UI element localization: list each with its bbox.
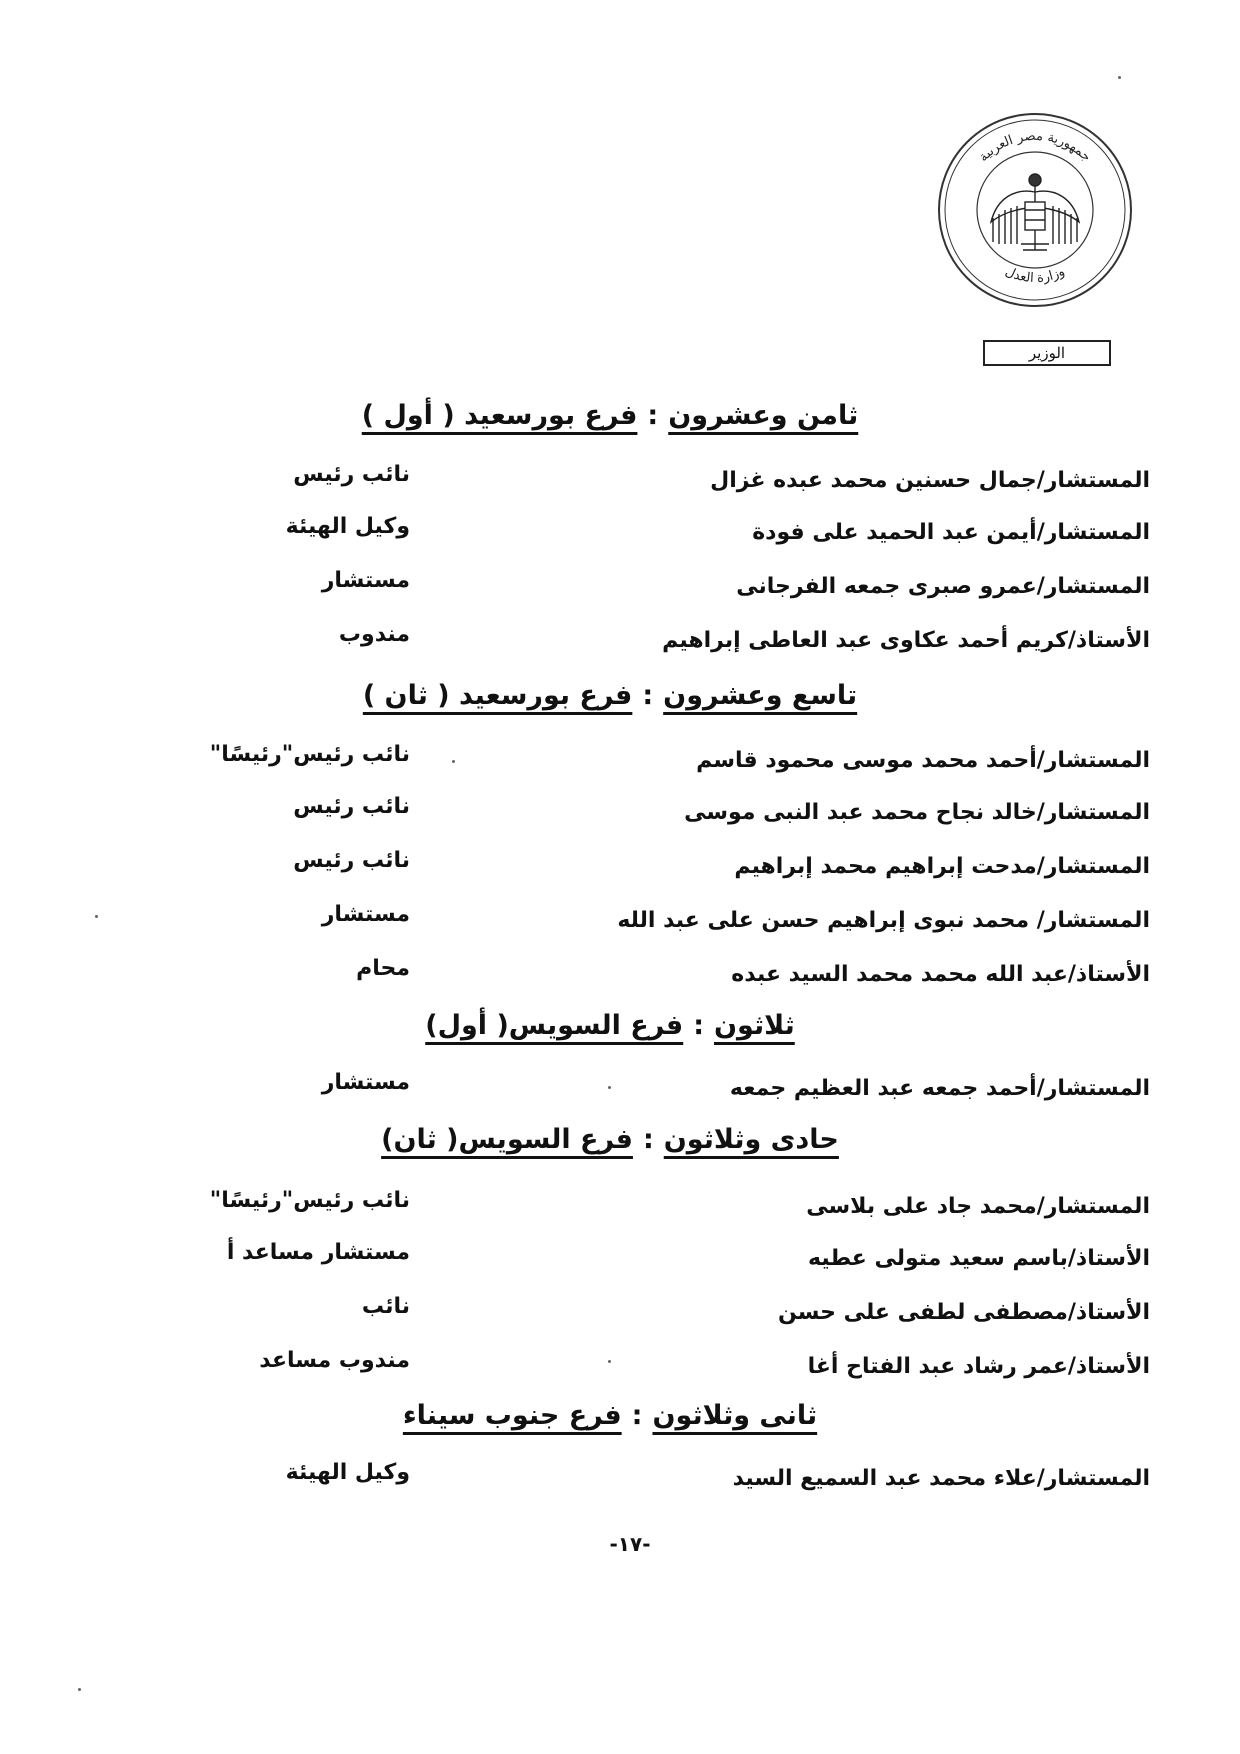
- section-heading: [330, 1400, 890, 1440]
- member-name: الأستاذ/مصطفى لطفى على حسن: [777, 1300, 1150, 1325]
- member-row: [150, 956, 1150, 996]
- member-name: الأستاذ/باسم سعيد متولى عطيه: [808, 1246, 1150, 1271]
- member-title: وكيل الهيئة: [285, 1460, 410, 1485]
- member-row: [150, 1188, 1150, 1228]
- section-heading: [330, 680, 890, 720]
- section-branch: فرع بورسعيد ( ثان ): [362, 680, 633, 711]
- member-title: نائب رئيس: [293, 794, 410, 819]
- scan-speck: [1118, 76, 1121, 79]
- section-ordinal: ثامن وعشرون: [668, 400, 859, 431]
- scan-speck: [95, 915, 98, 918]
- section-branch: فرع جنوب سيناء: [402, 1400, 622, 1431]
- section-branch: فرع السويس( ثان): [381, 1124, 633, 1155]
- scan-speck: [608, 1360, 611, 1363]
- member-title: مندوب مساعد: [259, 1348, 410, 1373]
- member-title: مستشار: [321, 568, 410, 593]
- member-row: [150, 794, 1150, 834]
- member-row: [150, 1348, 1150, 1388]
- section-ordinal: ثلاثون: [714, 1010, 795, 1041]
- section-ordinal: تاسع وعشرون: [663, 680, 858, 711]
- member-name: الأستاذ/عبد الله محمد محمد السيد عبده: [731, 962, 1150, 987]
- member-title: مندوب: [338, 622, 410, 647]
- member-row: [150, 848, 1150, 888]
- section-branch: فرع السويس( أول): [425, 1010, 684, 1041]
- member-row: [150, 902, 1150, 942]
- member-title: نائب رئيس: [293, 462, 410, 487]
- member-title: وكيل الهيئة: [285, 514, 410, 539]
- member-name: المستشار/أحمد جمعه عبد العظيم جمعه: [729, 1076, 1150, 1101]
- member-name: المستشار/خالد نجاح محمد عبد النبى موسى: [684, 800, 1150, 825]
- scan-speck: [78, 1688, 81, 1691]
- member-row: [150, 514, 1150, 554]
- member-title: محام: [356, 956, 410, 981]
- member-name: المستشار/عمرو صبرى جمعه الفرجانى: [736, 574, 1150, 599]
- section-colon: :: [631, 1400, 643, 1431]
- member-row: [150, 1070, 1150, 1110]
- seal-banner: الوزير: [983, 340, 1111, 366]
- member-row: [150, 1294, 1150, 1334]
- scan-speck: [452, 760, 455, 763]
- member-row: [150, 1460, 1150, 1500]
- member-title: مستشار: [321, 902, 410, 927]
- member-name: الأستاذ/كريم أحمد عكاوى عبد العاطى إبراهيم: [662, 628, 1150, 653]
- section-ordinal: حادى وثلاثون: [663, 1124, 839, 1155]
- section-heading: [330, 1124, 890, 1164]
- member-name: المستشار/أحمد محمد موسى محمود قاسم: [696, 748, 1150, 773]
- section-colon: :: [693, 1010, 705, 1041]
- section-ordinal: ثانى وثلاثون: [652, 1400, 818, 1431]
- seal-ring-text: جمهورية مصر العربية: [976, 128, 1094, 166]
- member-name: المستشار/محمد جاد على بلاسى: [806, 1194, 1150, 1219]
- section-heading: [330, 400, 890, 440]
- member-title: نائب رئيس"رئيسًا": [209, 1188, 410, 1213]
- member-title: نائب رئيس"رئيسًا": [209, 742, 410, 767]
- section-colon: :: [647, 400, 659, 431]
- member-row: [150, 622, 1150, 662]
- member-row: [150, 568, 1150, 608]
- member-row: [150, 462, 1150, 502]
- page-number: -١٧-: [609, 1532, 651, 1556]
- section-branch: فرع بورسعيد ( أول ): [361, 400, 638, 431]
- scan-speck: [608, 1086, 611, 1089]
- member-title: نائب: [361, 1294, 410, 1319]
- member-title: مستشار مساعد أ: [226, 1240, 410, 1265]
- member-row: [150, 1240, 1150, 1280]
- member-name: المستشار/جمال حسنين محمد عبده غزال: [710, 468, 1150, 493]
- member-name: المستشار/أيمن عبد الحميد على فودة: [752, 520, 1150, 545]
- member-name: المستشار/ محمد نبوى إبراهيم حسن على عبد الله: [617, 908, 1150, 933]
- member-title: نائب رئيس: [293, 848, 410, 873]
- section-colon: :: [642, 680, 654, 711]
- member-title: مستشار: [321, 1070, 410, 1095]
- member-name: المستشار/مدحت إبراهيم محمد إبراهيم: [734, 854, 1150, 879]
- section-colon: :: [642, 1124, 654, 1155]
- member-name: الأستاذ/عمر رشاد عبد الفتاح أغا: [807, 1354, 1150, 1379]
- member-name: المستشار/علاء محمد عبد السميع السيد: [732, 1466, 1150, 1491]
- seal-ministry-text: وزارة العدل: [1002, 264, 1068, 287]
- member-row: [150, 742, 1150, 782]
- section-heading: [330, 1010, 890, 1050]
